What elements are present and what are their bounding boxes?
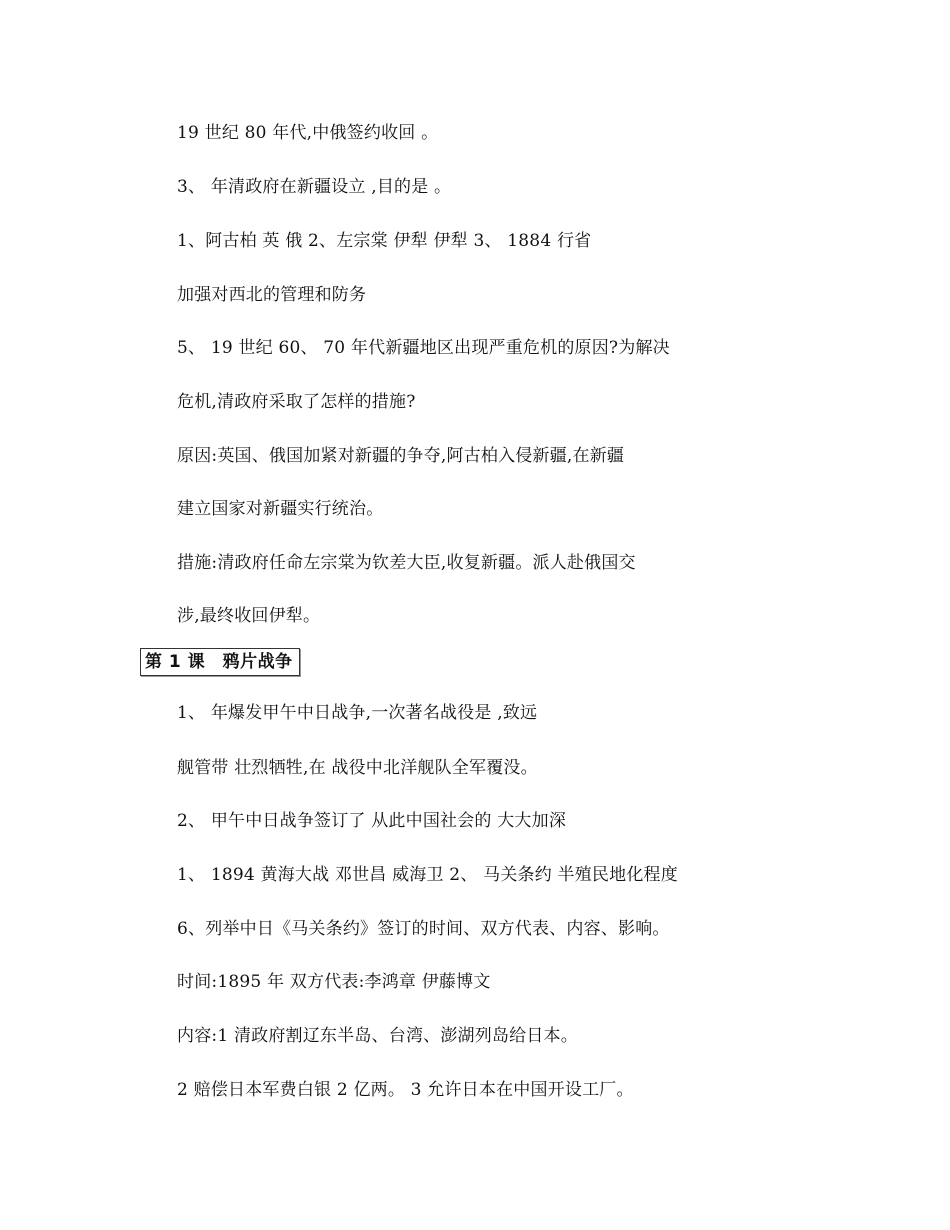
text-line: 1、 年爆发甲午中日战争,一次著名战役是 ,致远 (177, 703, 538, 723)
text-line: 涉,最终收回伊犁。 (177, 606, 321, 626)
text-line: 时间:1895 年 双方代表:李鸿章 伊藤博文 (177, 972, 491, 992)
text-line: 1、 1894 黄海大战 邓世昌 威海卫 2、 马关条约 半殖民地化程度 (177, 865, 678, 885)
text-line: 加强对西北的管理和防务 (177, 285, 367, 305)
text-line: 原因:英国、俄国加紧对新疆的争夺,阿古柏入侵新疆,在新疆 (177, 446, 625, 466)
text-line: 19 世纪 80 年代,中俄签约收回 。 (177, 123, 439, 143)
text-line: 3、 年清政府在新疆设立 ,目的是 。 (177, 177, 452, 197)
text-line: 5、 19 世纪 60、 70 年代新疆地区出现严重危机的原因?为解决 (177, 338, 670, 358)
text-line: 1、阿古柏 英 俄 2、左宗棠 伊犁 伊犁 3、 1884 行省 (177, 231, 592, 251)
text-line: 舰管带 壮烈牺牲,在 战役中北洋舰队全军覆没。 (177, 758, 538, 778)
text-line: 内容:1 清政府割辽东半岛、台湾、澎湖列岛给日本。 (177, 1026, 578, 1046)
text-line: 措施:清政府任命左宗棠为钦差大臣,收复新疆。派人赴俄国交 (177, 553, 636, 573)
text-line: 2 赔偿日本军费白银 2 亿两。 3 允许日本在中国开设工厂。 (177, 1080, 634, 1100)
text-line: 2、 甲午中日战争签订了 从此中国社会的 大大加深 (177, 811, 567, 831)
lesson-heading: 第 1 课 鸦片战争 (140, 648, 300, 676)
text-line: 危机,清政府采取了怎样的措施? (177, 392, 416, 412)
text-line: 建立国家对新疆实行统治。 (177, 499, 384, 519)
text-line: 6、列举中日《马关条约》签订的时间、双方代表、内容、影响。 (177, 919, 670, 939)
